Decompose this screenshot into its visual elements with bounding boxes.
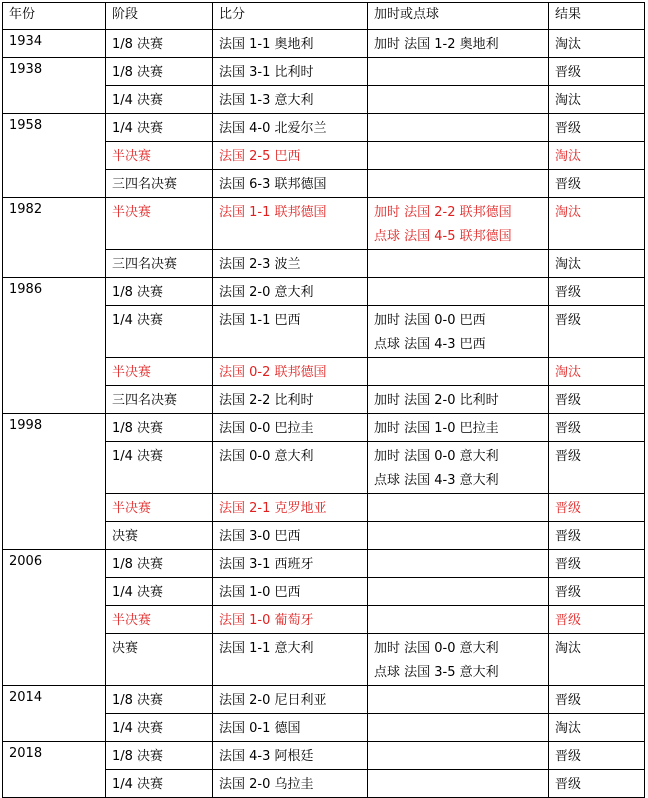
extra-time-cell — [368, 714, 549, 742]
table-row — [3, 114, 645, 142]
extra-time-cell — [368, 386, 549, 414]
stage-cell: 半决赛 — [106, 358, 213, 386]
extra-time-cell — [368, 442, 549, 494]
stage-cell: 三四名决赛 — [106, 250, 213, 278]
score-cell: 法国 2-1 克罗地亚 — [213, 494, 368, 522]
result-cell: 晋级 — [549, 58, 645, 86]
stage-cell: 三四名决赛 — [106, 170, 213, 198]
stage-cell: 1/4 决赛 — [106, 114, 213, 142]
stage-cell: 1/4 决赛 — [106, 306, 213, 358]
extra-time-line: 加时 法国 0-0 意大利 — [374, 641, 499, 656]
stage-cell: 决赛 — [106, 634, 213, 686]
extra-time-cell — [368, 170, 549, 198]
result-cell: 淘汰 — [549, 86, 645, 114]
score-cell: 法国 1-0 葡萄牙 — [213, 606, 368, 634]
result-cell: 晋级 — [549, 550, 645, 578]
result-cell: 晋级 — [549, 606, 645, 634]
extra-time-cell — [368, 198, 549, 250]
stage-cell: 1/4 决赛 — [106, 770, 213, 798]
table-row — [3, 198, 645, 250]
year-cell: 2006 — [3, 550, 106, 686]
extra-time-line: 加时 法国 1-0 巴拉圭 — [374, 421, 499, 436]
result-cell: 晋级 — [549, 386, 645, 414]
result-cell: 淘汰 — [549, 358, 645, 386]
year-cell: 2014 — [3, 686, 106, 742]
extra-time-line: 点球 法国 3-5 意大利 — [374, 665, 499, 680]
year-cell: 1998 — [3, 414, 106, 550]
extra-time-cell — [368, 634, 549, 686]
stage-cell: 1/8 决赛 — [106, 278, 213, 306]
extra-time-cell — [368, 250, 549, 278]
stage-cell: 半决赛 — [106, 606, 213, 634]
score-cell: 法国 2-5 巴西 — [213, 142, 368, 170]
table-body — [3, 3, 645, 798]
extra-time-cell — [368, 142, 549, 170]
score-cell: 法国 1-3 意大利 — [213, 86, 368, 114]
stage-cell: 1/8 决赛 — [106, 414, 213, 442]
extra-time-line: 加时 法国 2-2 联邦德国 — [374, 205, 512, 220]
score-cell: 法国 2-3 波兰 — [213, 250, 368, 278]
header-score: 比分 — [213, 3, 368, 30]
stage-cell: 1/8 决赛 — [106, 742, 213, 770]
stage-cell: 1/4 决赛 — [106, 578, 213, 606]
extra-time-cell — [368, 306, 549, 358]
stage-cell: 三四名决赛 — [106, 386, 213, 414]
result-cell: 晋级 — [549, 306, 645, 358]
result-cell: 淘汰 — [549, 142, 645, 170]
extra-time-cell — [368, 358, 549, 386]
result-cell: 晋级 — [549, 414, 645, 442]
score-cell: 法国 2-0 尼日利亚 — [213, 686, 368, 714]
results-table — [2, 2, 645, 798]
extra-time-cell — [368, 278, 549, 306]
extra-time-cell — [368, 770, 549, 798]
result-cell: 淘汰 — [549, 198, 645, 250]
extra-time-line: 点球 法国 4-3 意大利 — [374, 473, 499, 488]
extra-time-cell — [368, 58, 549, 86]
score-cell: 法国 3-0 巴西 — [213, 522, 368, 550]
result-cell: 晋级 — [549, 114, 645, 142]
result-cell: 淘汰 — [549, 714, 645, 742]
result-cell: 淘汰 — [549, 250, 645, 278]
score-cell: 法国 0-0 意大利 — [213, 442, 368, 494]
stage-cell: 1/4 决赛 — [106, 442, 213, 494]
table-row — [3, 686, 645, 714]
score-cell: 法国 2-2 比利时 — [213, 386, 368, 414]
stage-cell: 决赛 — [106, 522, 213, 550]
extra-time-line: 加时 法国 2-0 比利时 — [374, 393, 499, 408]
result-cell: 晋级 — [549, 494, 645, 522]
stage-cell: 1/4 决赛 — [106, 714, 213, 742]
result-cell: 晋级 — [549, 578, 645, 606]
extra-time-cell — [368, 114, 549, 142]
score-cell: 法国 3-1 西班牙 — [213, 550, 368, 578]
year-cell: 1934 — [3, 30, 106, 58]
year-cell: 1986 — [3, 278, 106, 414]
score-cell: 法国 1-1 联邦德国 — [213, 198, 368, 250]
result-cell: 晋级 — [549, 442, 645, 494]
score-cell: 法国 0-2 联邦德国 — [213, 358, 368, 386]
result-cell: 晋级 — [549, 278, 645, 306]
extra-time-cell — [368, 86, 549, 114]
extra-time-cell — [368, 494, 549, 522]
extra-time-cell — [368, 522, 549, 550]
extra-time-line: 加时 法国 0-0 巴西 — [374, 313, 486, 328]
extra-time-cell — [368, 550, 549, 578]
result-cell: 晋级 — [549, 770, 645, 798]
score-cell: 法国 0-1 德国 — [213, 714, 368, 742]
stage-cell: 1/4 决赛 — [106, 86, 213, 114]
stage-cell: 1/8 决赛 — [106, 550, 213, 578]
extra-time-cell — [368, 578, 549, 606]
score-cell: 法国 1-0 巴西 — [213, 578, 368, 606]
header-stage: 阶段 — [106, 3, 213, 30]
year-cell: 2018 — [3, 742, 106, 798]
score-cell: 法国 6-3 联邦德国 — [213, 170, 368, 198]
result-cell: 淘汰 — [549, 634, 645, 686]
header-result: 结果 — [549, 3, 645, 30]
score-cell: 法国 4-0 北爱尔兰 — [213, 114, 368, 142]
extra-time-line: 加时 法国 0-0 意大利 — [374, 449, 499, 464]
stage-cell: 半决赛 — [106, 494, 213, 522]
stage-cell: 半决赛 — [106, 142, 213, 170]
header-year: 年份 — [3, 3, 106, 30]
extra-time-cell — [368, 686, 549, 714]
result-cell: 淘汰 — [549, 30, 645, 58]
result-cell: 晋级 — [549, 170, 645, 198]
year-cell: 1958 — [3, 114, 106, 198]
extra-time-cell — [368, 30, 549, 58]
extra-time-cell — [368, 742, 549, 770]
year-cell: 1938 — [3, 58, 106, 114]
table-row — [3, 414, 645, 442]
extra-time-line: 点球 法国 4-3 巴西 — [374, 337, 486, 352]
header-row — [3, 3, 645, 30]
table-row — [3, 742, 645, 770]
score-cell: 法国 3-1 比利时 — [213, 58, 368, 86]
extra-time-line: 点球 法国 4-5 联邦德国 — [374, 229, 512, 244]
stage-cell: 1/8 决赛 — [106, 58, 213, 86]
score-cell: 法国 4-3 阿根廷 — [213, 742, 368, 770]
table-row — [3, 58, 645, 86]
score-cell: 法国 1-1 巴西 — [213, 306, 368, 358]
header-extra-time-or-penalties: 加时或点球 — [368, 3, 549, 30]
score-cell: 法国 1-1 意大利 — [213, 634, 368, 686]
result-cell: 晋级 — [549, 742, 645, 770]
score-cell: 法国 2-0 意大利 — [213, 278, 368, 306]
extra-time-cell — [368, 414, 549, 442]
extra-time-line: 加时 法国 1-2 奥地利 — [374, 37, 499, 52]
score-cell: 法国 0-0 巴拉圭 — [213, 414, 368, 442]
result-cell: 晋级 — [549, 522, 645, 550]
table-row — [3, 30, 645, 58]
year-cell: 1982 — [3, 198, 106, 278]
result-cell: 晋级 — [549, 686, 645, 714]
table-row — [3, 278, 645, 306]
score-cell: 法国 2-0 乌拉圭 — [213, 770, 368, 798]
table-row — [3, 550, 645, 578]
extra-time-cell — [368, 606, 549, 634]
stage-cell: 1/8 决赛 — [106, 30, 213, 58]
score-cell: 法国 1-1 奥地利 — [213, 30, 368, 58]
stage-cell: 1/8 决赛 — [106, 686, 213, 714]
stage-cell: 半决赛 — [106, 198, 213, 250]
